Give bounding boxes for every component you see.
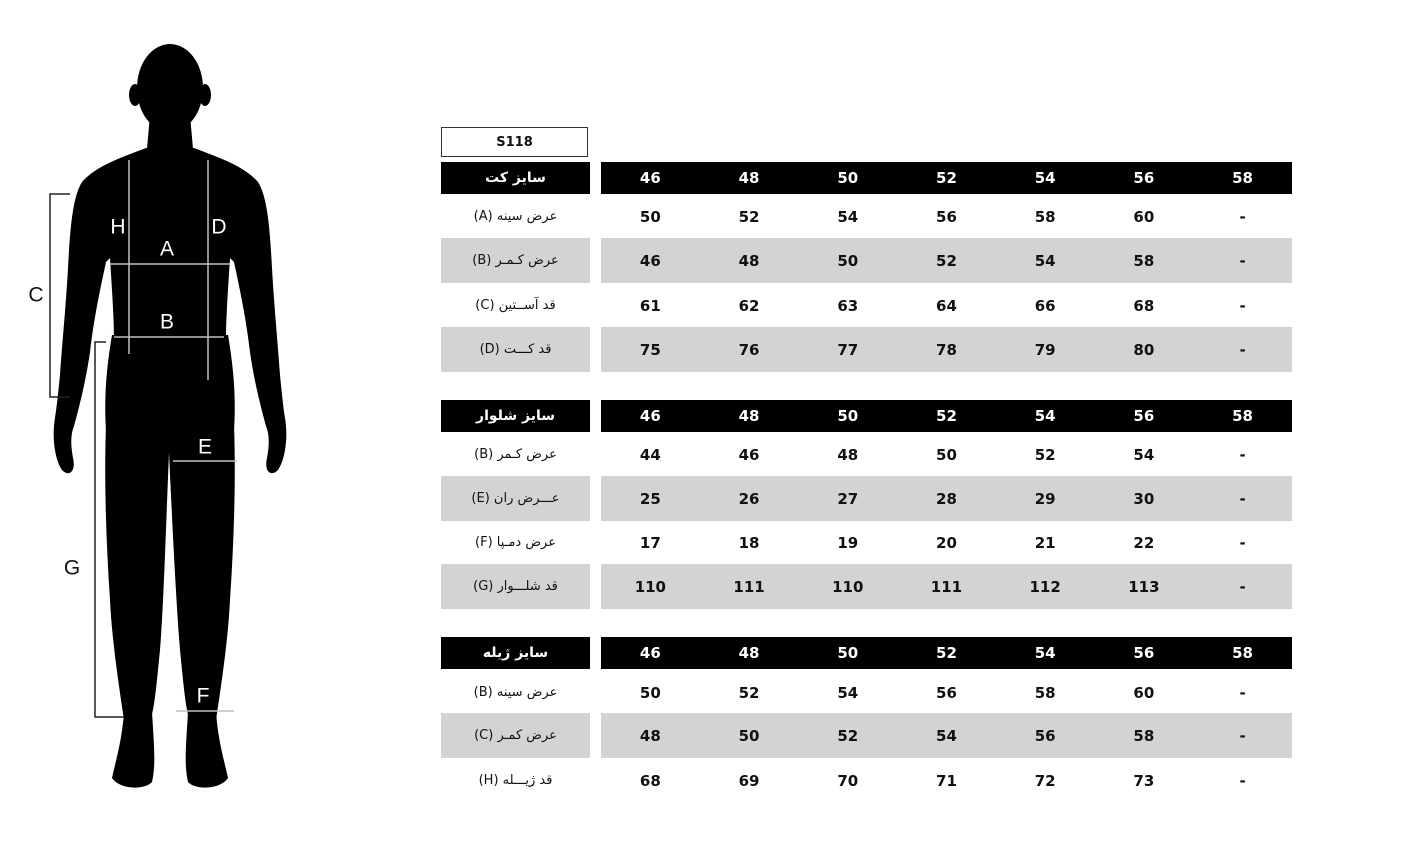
- size-header-cell: 54: [1034, 169, 1056, 187]
- size-header-cell: 46: [639, 169, 661, 187]
- table-cell: 54: [1133, 445, 1155, 464]
- table-cell: 56: [936, 207, 957, 226]
- table-cell: 28: [936, 489, 957, 508]
- table-cell: 46: [738, 445, 760, 464]
- product-code-box: S118: [441, 127, 588, 157]
- table-cell: 73: [1133, 771, 1155, 790]
- table-cell: 50: [837, 251, 859, 270]
- table-cell: 26: [738, 489, 760, 508]
- table-cell: 50: [639, 683, 661, 702]
- table-cell: 50: [936, 445, 957, 464]
- label-d: D: [211, 215, 227, 239]
- size-header-cell: 56: [1133, 169, 1155, 187]
- table-cell: 52: [837, 726, 859, 745]
- size-header-cell: 58: [1232, 407, 1253, 425]
- table-cell: 111: [930, 577, 963, 596]
- table-cell: 58: [1133, 726, 1155, 745]
- table-cell: -: [1239, 251, 1246, 270]
- table-row: [601, 476, 1292, 521]
- table-cell: 111: [733, 577, 765, 596]
- table-row: [601, 432, 1292, 477]
- table-cell: -: [1239, 726, 1246, 745]
- size-header-cell: 54: [1034, 407, 1056, 425]
- table-cell: -: [1239, 683, 1246, 702]
- label-b: B: [159, 310, 175, 334]
- section-title: سایز کت: [441, 162, 590, 194]
- table-cell: 112: [1029, 577, 1061, 596]
- measurement-label: قد ژیـــله (H): [478, 773, 553, 788]
- table-cell: -: [1239, 577, 1246, 596]
- size-header-cell: 54: [1034, 644, 1056, 662]
- table-cell: 60: [1133, 683, 1155, 702]
- table-cell: 54: [936, 726, 957, 745]
- table-cell: 19: [837, 533, 859, 552]
- measurement-label: عرض سینه (A): [473, 209, 558, 224]
- table-cell: 113: [1128, 577, 1160, 596]
- table-cell: 48: [639, 726, 661, 745]
- table-cell: 54: [1034, 251, 1056, 270]
- table-cell: 70: [837, 771, 859, 790]
- size-header-cell: 48: [738, 644, 760, 662]
- table-cell: 22: [1133, 533, 1155, 552]
- table-cell: 72: [1034, 771, 1056, 790]
- measurement-label: عرض سینه (B): [473, 685, 558, 700]
- size-header-cell: 48: [738, 169, 760, 187]
- table-cell: 69: [738, 771, 760, 790]
- table-cell: 44: [639, 445, 661, 464]
- size-header-cell: 46: [639, 407, 661, 425]
- table-row: [601, 238, 1292, 283]
- table-cell: 52: [936, 251, 957, 270]
- size-header-cell: 56: [1133, 644, 1155, 662]
- table-cell: 61: [639, 296, 661, 315]
- table-cell: 58: [1034, 683, 1056, 702]
- table-cell: 63: [837, 296, 859, 315]
- size-header-cell: 52: [936, 644, 957, 662]
- label-e: E: [197, 435, 213, 459]
- table-cell: 66: [1034, 296, 1056, 315]
- size-header-cell: 46: [639, 644, 661, 662]
- measurement-label: عـــرض ران (E): [441, 476, 590, 521]
- table-row: [601, 713, 1292, 758]
- table-cell: 21: [1034, 533, 1056, 552]
- table-cell: -: [1239, 533, 1246, 552]
- table-cell: 17: [639, 533, 661, 552]
- label-g: G: [63, 556, 81, 580]
- measurement-label: عرض کمـر (C): [441, 713, 590, 758]
- measurement-label: عرض دمـپا (F): [475, 535, 556, 550]
- table-cell: 62: [738, 296, 760, 315]
- table-cell: 76: [738, 340, 760, 359]
- table-cell: -: [1239, 489, 1246, 508]
- table-cell: 110: [832, 577, 864, 596]
- table-row: [601, 283, 1292, 328]
- label-h: H: [110, 215, 126, 239]
- table-cell: 56: [936, 683, 957, 702]
- table-cell: -: [1239, 207, 1246, 226]
- size-header-row: [601, 162, 1292, 194]
- table-cell: 52: [738, 683, 760, 702]
- table-cell: 110: [634, 577, 666, 596]
- label-a: A: [159, 237, 175, 261]
- label-c: C: [28, 283, 44, 307]
- table-cell: 58: [1133, 251, 1155, 270]
- table-cell: 30: [1133, 489, 1155, 508]
- table-cell: 68: [1133, 296, 1155, 315]
- table-cell: 25: [639, 489, 661, 508]
- table-cell: 68: [639, 771, 661, 790]
- size-header-cell: 50: [837, 644, 859, 662]
- table-cell: 54: [837, 683, 859, 702]
- table-cell: -: [1239, 445, 1246, 464]
- table-cell: 54: [837, 207, 859, 226]
- table-cell: 64: [936, 296, 957, 315]
- measurement-label: عرض کـمـر (B): [441, 238, 590, 283]
- table-cell: 58: [1034, 207, 1056, 226]
- measurement-label: قد کـــت (D): [441, 327, 590, 372]
- table-cell: 56: [1034, 726, 1056, 745]
- size-header-cell: 50: [837, 407, 859, 425]
- size-header-cell: 56: [1133, 407, 1155, 425]
- table-row: [601, 670, 1292, 715]
- table-cell: 48: [837, 445, 859, 464]
- size-header-cell: 58: [1232, 169, 1253, 187]
- table-cell: 78: [936, 340, 957, 359]
- table-cell: 18: [738, 533, 760, 552]
- table-row: [601, 564, 1292, 609]
- table-cell: 27: [837, 489, 859, 508]
- table-row: [601, 520, 1292, 565]
- size-header-row: [601, 637, 1292, 669]
- table-cell: 77: [837, 340, 859, 359]
- table-row: [601, 194, 1292, 239]
- table-cell: -: [1239, 296, 1246, 315]
- table-cell: -: [1239, 340, 1246, 359]
- size-header-cell: 50: [837, 169, 859, 187]
- table-cell: 20: [936, 533, 957, 552]
- section-title: سایز ژیله: [441, 637, 590, 669]
- table-cell: 52: [738, 207, 760, 226]
- table-cell: 50: [639, 207, 661, 226]
- measurement-label: قد شلـــوار (G): [441, 564, 590, 609]
- table-cell: 75: [639, 340, 661, 359]
- table-cell: 48: [738, 251, 760, 270]
- table-cell: 80: [1133, 340, 1155, 359]
- table-cell: 29: [1034, 489, 1056, 508]
- table-cell: 60: [1133, 207, 1155, 226]
- body-measurement-figure: [0, 0, 320, 851]
- size-header-cell: 52: [936, 169, 957, 187]
- body-silhouette: [0, 0, 320, 851]
- table-row: [601, 758, 1292, 803]
- section-title: سایز شلوار: [441, 400, 590, 432]
- table-cell: 46: [639, 251, 661, 270]
- table-cell: 79: [1034, 340, 1056, 359]
- table-cell: 52: [1034, 445, 1056, 464]
- label-f: F: [196, 684, 210, 708]
- measurement-label: قد آســتین (C): [475, 298, 556, 313]
- table-cell: 50: [738, 726, 760, 745]
- table-cell: 71: [936, 771, 957, 790]
- table-row: [601, 327, 1292, 372]
- size-header-cell: 52: [936, 407, 957, 425]
- size-header-row: [601, 400, 1292, 432]
- measurement-label: عرض کـمر (B): [474, 447, 557, 462]
- table-cell: -: [1239, 771, 1246, 790]
- size-header-cell: 48: [738, 407, 760, 425]
- size-header-cell: 58: [1232, 644, 1253, 662]
